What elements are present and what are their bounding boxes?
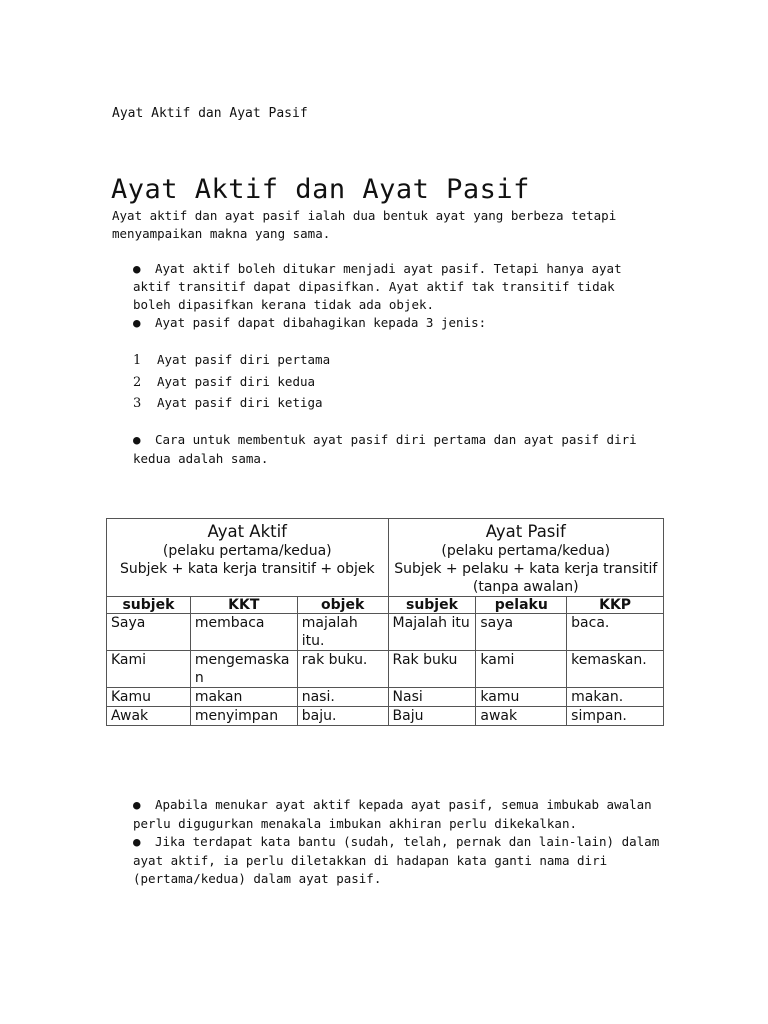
bullet-list	[133, 260, 653, 332]
bullet-icon: ●	[133, 261, 141, 276]
bullet-icon: ●	[133, 834, 141, 849]
list-item	[133, 833, 673, 889]
bullet-text: Jika terdapat kata bantu (sudah, telah, pernak dan lain-lain) dalam ayat aktif, ia perlu diletakkan di hadapan kata ganti nama diri (pertama/kedua) dalam ayat pasif.	[133, 834, 660, 886]
closing-bullet-list	[133, 796, 673, 889]
table-cell: kami	[476, 651, 567, 688]
bullet-icon: ●	[133, 315, 141, 330]
table-cell: Kami	[107, 651, 191, 688]
bullet-text: Ayat aktif boleh ditukar menjadi ayat pasif. Tetapi hanya ayat aktif transitif dapat dipasifkan. Ayat aktif tak transitif tidak boleh dipasifkan kerana tidak ada objek.	[133, 261, 622, 312]
passive-voice-header	[388, 519, 663, 597]
list-item	[133, 796, 673, 833]
list-item	[133, 260, 653, 314]
table-cell: Awak	[107, 707, 191, 726]
table-cell: nasi.	[297, 688, 388, 707]
passive-header-note: (tanpa awalan)	[472, 579, 579, 595]
table-cell: baju.	[297, 707, 388, 726]
document-header-title: Ayat Aktif dan Ayat Pasif	[112, 106, 308, 121]
passive-header-subtitle: (pelaku pertama/kedua)	[441, 543, 611, 559]
list-item	[133, 314, 653, 332]
list-number: 2	[133, 374, 142, 390]
list-item	[133, 350, 330, 372]
column-header: KKT	[190, 597, 297, 614]
table-cell: saya	[476, 614, 567, 651]
list-number: 3	[133, 396, 142, 411]
table-cell: makan	[190, 688, 297, 707]
bullet-text: Apabila menukar ayat aktif kepada ayat pasif, semua imbukab awalan perlu digugurkan menakala imbukan akhiran perlu dikekalkan.	[133, 797, 652, 831]
table-cell: Saya	[107, 614, 191, 651]
table-cell: Majalah itu	[388, 614, 476, 651]
table-cell: Baju	[388, 707, 476, 726]
list-text: Ayat pasif diri ketiga	[157, 395, 323, 410]
list-number: 1	[133, 353, 142, 368]
passive-header-formula: Subjek + pelaku + kata kerja transitif	[394, 561, 658, 577]
bullet-text: Ayat pasif dapat dibahagikan kepada 3 jenis:	[155, 315, 487, 330]
numbered-list	[133, 350, 330, 415]
table-cell: makan.	[567, 688, 664, 707]
table-cell: rak buku.	[297, 651, 388, 688]
table-cell: mengemaskan	[190, 651, 297, 688]
table-cell: kemaskan.	[567, 651, 664, 688]
column-header: objek	[297, 597, 388, 614]
table-header-row	[107, 519, 664, 597]
active-voice-header	[107, 519, 389, 597]
list-item	[133, 393, 330, 415]
table-row	[107, 614, 664, 651]
list-text: Ayat pasif diri pertama	[157, 352, 331, 367]
active-header-formula: Subjek + kata kerja transitif + objek	[119, 561, 375, 577]
bullet-icon: ●	[133, 432, 141, 447]
grammar-table	[106, 518, 664, 726]
table-row	[107, 707, 664, 726]
table-cell: awak	[476, 707, 567, 726]
table-cell: majalah itu.	[297, 614, 388, 651]
table-cell: baca.	[567, 614, 664, 651]
column-header: subjek	[388, 597, 476, 614]
column-header-row	[107, 597, 664, 614]
intro-paragraph: Ayat aktif dan ayat pasif ialah dua bentuk ayat yang berbeza tetapi menyampaikan makna yang sama.	[112, 208, 617, 241]
column-header: pelaku	[476, 597, 567, 614]
active-header-subtitle: (pelaku pertama/kedua)	[162, 543, 332, 559]
table-cell: Kamu	[107, 688, 191, 707]
table-cell: menyimpan	[190, 707, 297, 726]
bullet-text: Cara untuk membentuk ayat pasif diri pertama dan ayat pasif diri kedua adalah sama.	[133, 432, 637, 466]
column-header: subjek	[107, 597, 191, 614]
passive-header-title: Ayat Pasif	[485, 522, 566, 541]
page-title: Ayat Aktif dan Ayat Pasif	[111, 174, 530, 205]
table-cell: Rak buku	[388, 651, 476, 688]
list-text: Ayat pasif diri kedua	[157, 373, 316, 389]
active-header-title: Ayat Aktif	[207, 522, 287, 541]
table-row	[107, 688, 664, 707]
table-cell: simpan.	[567, 707, 664, 726]
bullet-icon: ●	[133, 797, 141, 812]
table-row	[107, 651, 664, 688]
table-cell: Nasi	[388, 688, 476, 707]
bullet-paragraph	[133, 430, 653, 468]
list-item	[133, 372, 330, 394]
column-header: KKP	[567, 597, 664, 614]
table-cell: kamu	[476, 688, 567, 707]
table-cell: membaca	[190, 614, 297, 651]
